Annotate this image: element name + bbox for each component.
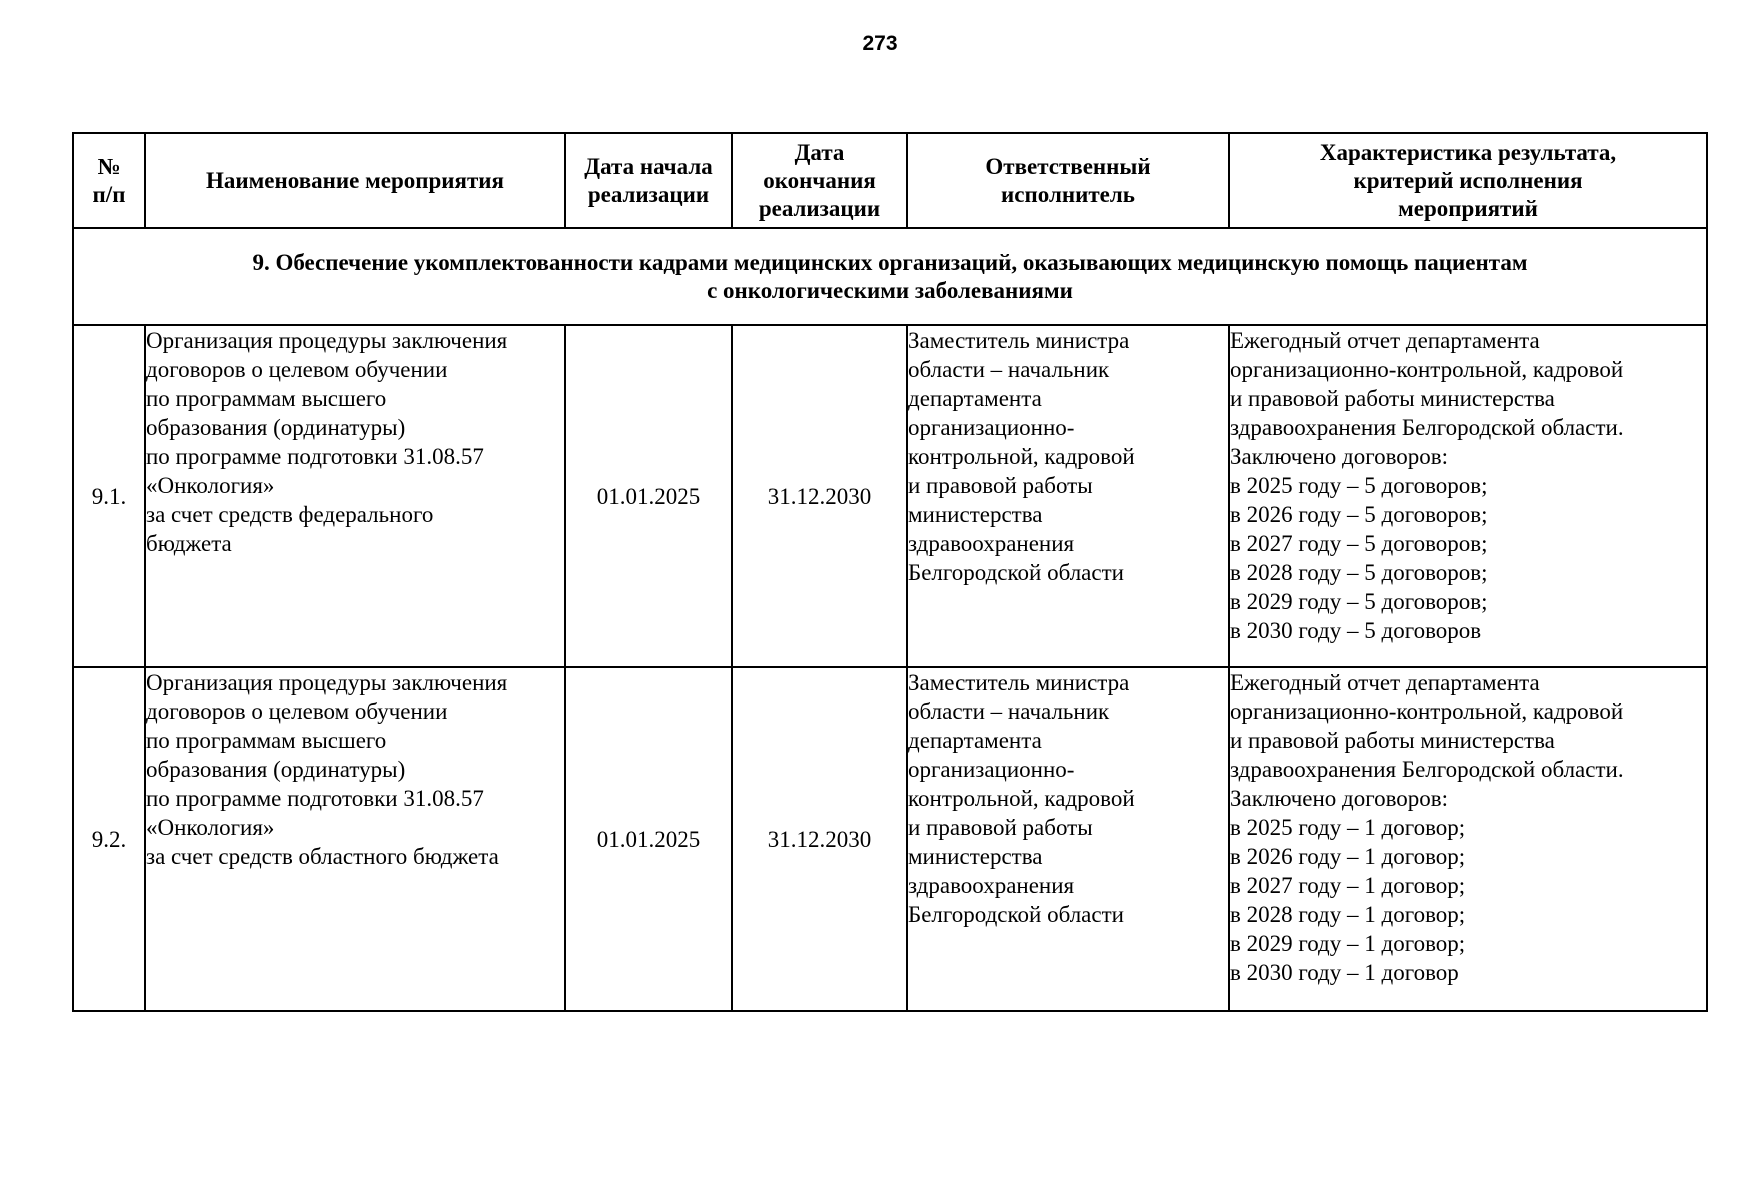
page-number: 273	[862, 32, 898, 55]
text-line: в 2025 году – 5 договоров;	[1230, 473, 1488, 498]
header-result	[1229, 133, 1707, 228]
text-line: в 2025 году – 1 договор;	[1230, 815, 1466, 840]
end-date: 31.12.2030	[732, 325, 907, 667]
text-line: и правовой работы	[908, 815, 1093, 840]
text-line: и правовой работы министерства	[1230, 386, 1555, 411]
text-line: Заместитель министра	[908, 328, 1130, 353]
text-line: Характеристика результата,	[1319, 139, 1617, 165]
text-line: по программам высшего	[146, 728, 387, 753]
text-line: департамента	[908, 386, 1042, 411]
text-line: в 2026 году – 1 договор;	[1230, 844, 1466, 869]
text-line: по программе подготовки 31.08.57	[146, 444, 484, 469]
text-line: в 2029 году – 5 договоров;	[1230, 589, 1488, 614]
text-line: в 2029 году – 1 договор;	[1230, 931, 1466, 956]
text-line: по программе подготовки 31.08.57	[146, 786, 484, 811]
text-line: в 2027 году – 1 договор;	[1230, 873, 1466, 898]
text-line: контрольной, кадровой	[908, 444, 1135, 469]
text-line: здравоохранения Белгородской области.	[1230, 415, 1624, 440]
text-line: с онкологическими заболеваниями	[707, 277, 1073, 303]
text-line: в 2030 году – 5 договоров	[1230, 618, 1482, 643]
text-line: области – начальник	[908, 699, 1110, 724]
text-line: Ежегодный отчет департамента	[1230, 328, 1540, 353]
text-line: Ответственный	[985, 153, 1151, 179]
text-line: Белгородской области	[908, 560, 1124, 585]
text-line: окончания	[763, 167, 876, 193]
text-line: министерства	[908, 844, 1043, 869]
text-line: и правовой работы министерства	[1230, 728, 1555, 753]
text-line: в 2030 году – 1 договор	[1230, 960, 1459, 985]
text-line: в 2027 году – 5 договоров;	[1230, 531, 1488, 556]
text-line: критерий исполнения	[1353, 167, 1583, 193]
responsible-executor	[907, 325, 1229, 667]
text-line: за счет средств областного бюджета	[146, 844, 499, 869]
text-line: Дата	[794, 139, 845, 165]
header-end-date	[732, 133, 907, 228]
text-line: 9. Обеспечение укомплектованности кадрами медицинских организаций, оказывающих медицинскую помощь пациентам	[252, 249, 1528, 275]
text-line: бюджета	[146, 531, 232, 556]
section-title	[73, 228, 1707, 325]
text-line: образования (ординатуры)	[146, 415, 406, 440]
activities-table	[72, 132, 1708, 1012]
text-line: и правовой работы	[908, 473, 1093, 498]
text-line: по программам высшего	[146, 386, 387, 411]
text-line: организационно-контрольной, кадровой	[1230, 699, 1624, 724]
header-start-date	[565, 133, 732, 228]
text-line: здравоохранения	[908, 531, 1075, 556]
text-line: договоров о целевом обучении	[146, 357, 448, 382]
text-line: Организация процедуры заключения	[146, 328, 508, 353]
result-characteristic	[1229, 667, 1707, 1011]
text-line: организационно-	[908, 757, 1075, 782]
text-line: здравоохранения Белгородской области.	[1230, 757, 1624, 782]
text-line: департамента	[908, 728, 1042, 753]
text-line: исполнитель	[1001, 181, 1135, 207]
text-line: Дата начала	[584, 153, 713, 179]
text-line: Заключено договоров:	[1230, 786, 1449, 811]
section-row	[73, 228, 1707, 325]
header-num	[73, 133, 145, 228]
activity-name	[145, 325, 565, 667]
text-line: в 2028 году – 5 договоров;	[1230, 560, 1488, 585]
text-line: Наименование мероприятия	[206, 167, 504, 193]
text-line: «Онкология»	[146, 473, 275, 498]
header-activity-name	[145, 133, 565, 228]
text-line: Заключено договоров:	[1230, 444, 1449, 469]
start-date: 01.01.2025	[565, 325, 732, 667]
row-number: 9.2.	[73, 667, 145, 1011]
text-line: Белгородской области	[908, 902, 1124, 927]
text-line: договоров о целевом обучении	[146, 699, 448, 724]
text-line: области – начальник	[908, 357, 1110, 382]
text-line: Организация процедуры заключения	[146, 670, 508, 695]
text-line: здравоохранения	[908, 873, 1075, 898]
activity-name	[145, 667, 565, 1011]
text-line: Заместитель министра	[908, 670, 1130, 695]
text-line: в 2026 году – 5 договоров;	[1230, 502, 1488, 527]
text-line: №	[97, 153, 121, 179]
table-header-row	[73, 133, 1707, 228]
text-line: в 2028 году – 1 договор;	[1230, 902, 1466, 927]
text-line: контрольной, кадровой	[908, 786, 1135, 811]
table-row	[73, 667, 1707, 1011]
header-responsible	[907, 133, 1229, 228]
responsible-executor	[907, 667, 1229, 1011]
text-line: п/п	[92, 181, 126, 207]
row-number: 9.1.	[73, 325, 145, 667]
text-line: организационно-	[908, 415, 1075, 440]
start-date: 01.01.2025	[565, 667, 732, 1011]
text-line: Ежегодный отчет департамента	[1230, 670, 1540, 695]
text-line: министерства	[908, 502, 1043, 527]
text-line: реализации	[758, 195, 881, 221]
end-date: 31.12.2030	[732, 667, 907, 1011]
table-row	[73, 325, 1707, 667]
text-line: «Онкология»	[146, 815, 275, 840]
text-line: организационно-контрольной, кадровой	[1230, 357, 1624, 382]
text-line: мероприятий	[1398, 195, 1538, 221]
text-line: образования (ординатуры)	[146, 757, 406, 782]
text-line: реализации	[587, 181, 710, 207]
result-characteristic	[1229, 325, 1707, 667]
text-line: за счет средств федерального	[146, 502, 434, 527]
